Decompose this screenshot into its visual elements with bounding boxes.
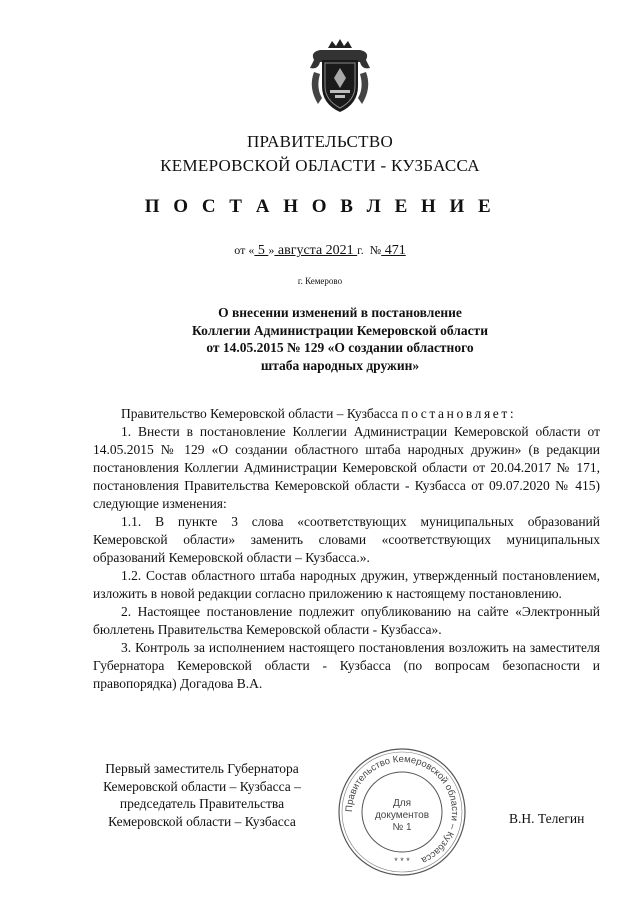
- paragraph-2: 2. Настоящее постановление подлежит опубликованию на сайте «Электронный бюллетень Правительства Кемеровской области - Кузбасса».: [93, 604, 600, 637]
- intro-paragraph: [93, 405, 600, 423]
- position-line: Кемеровской области – Кузбасса –: [103, 778, 301, 794]
- intro-resolves: постановляет:: [401, 406, 517, 421]
- paragraph-1-2: 1.2. Состав областного штаба народных дружин, утвержденный постановлением, изложить в новой редакции согласно приложению к настоящему постановлению.: [93, 568, 600, 601]
- signatory-position: [88, 760, 316, 830]
- subject-line: штаба народных дружин»: [260, 357, 420, 373]
- number-label: №: [369, 243, 382, 257]
- document-body: [93, 405, 600, 693]
- document-type: П О С Т А Н О В Л Е Н И Е: [144, 196, 496, 217]
- position-line: председатель Правительства: [119, 796, 285, 811]
- stamp-center-line: Для: [392, 798, 412, 809]
- subject-line: О внесении изменений в постановление: [218, 305, 462, 320]
- stamp-center-line: № 1: [392, 822, 412, 833]
- date-quote-close: »: [268, 243, 275, 257]
- stamp-ring-text: Правительство Кемеровской области – Кузбасса: [343, 753, 461, 866]
- intro-text: Правительство Кемеровской области – Кузбасса: [121, 406, 402, 421]
- date-day: 5: [254, 243, 269, 258]
- stamp-center-line: документов: [374, 810, 430, 821]
- paragraph-3: 3. Контроль за исполнением настоящего постановления возложить на заместителя Губернатора Кемеровской области - Кузбасса (по вопросам безопасности и правопорядка) Догадова В.А.: [93, 640, 600, 691]
- city: г. Кемерово: [297, 276, 343, 286]
- document-number: 471: [381, 243, 406, 258]
- stamp-stars: * * *: [394, 856, 410, 866]
- date-prefix: от «: [234, 243, 255, 257]
- date-month-year: августа 2021: [274, 243, 358, 258]
- official-stamp: [336, 746, 468, 878]
- document-subject: [170, 304, 510, 374]
- date-number-line: [0, 243, 640, 259]
- position-line: Первый заместитель Губернатора: [105, 761, 299, 776]
- coat-of-arms-icon: [300, 38, 380, 116]
- signatory-name: В.Н. Телегин: [509, 811, 585, 826]
- subject-line: от 14.05.2015 № 129 «О создании областного: [206, 340, 474, 355]
- paragraph-1: 1. Внести в постановление Коллегии Администрации Кемеровской области от 14.05.2015 № 129 «О создании областного штаба народных дружин» (в редакции постановления Коллегии Администрации Кемеровской области от 20.04.2017 № 171, постановления Правительства Кемеровской области - Кузбасса от 09.07.2020 № 415) следующие изменения:: [93, 424, 600, 511]
- government-title-line1: ПРАВИТЕЛЬСТВО: [246, 132, 394, 151]
- subject-line: Коллегии Администрации Кемеровской области: [192, 322, 488, 338]
- government-title-line2: КЕМЕРОВСКОЙ ОБЛАСТИ - КУЗБАССА: [160, 156, 480, 175]
- paragraph-1-1: 1.1. В пункте 3 слова «соответствующих муниципальных образований Кемеровской области» заменить словами «соответствующих муниципальных образований Кемеровской области – Кузбасса.».: [93, 514, 600, 565]
- date-year-suffix: г.: [357, 243, 364, 257]
- position-line: Кемеровской области – Кузбасса: [108, 813, 296, 829]
